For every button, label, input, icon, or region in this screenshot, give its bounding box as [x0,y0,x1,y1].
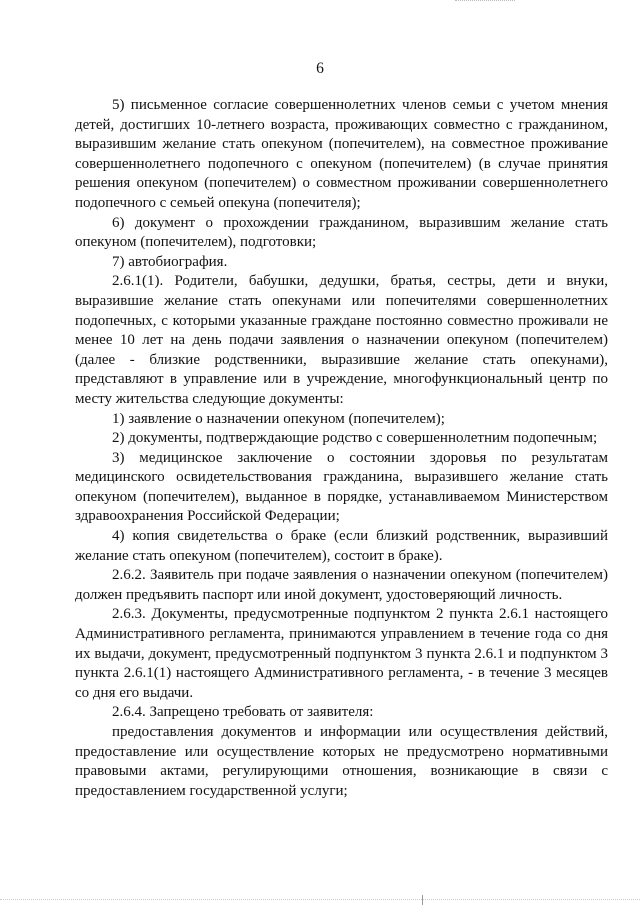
paragraph: 2.6.4. Запрещено требовать от заявителя: [112,704,374,721]
scan-artifact-top [455,0,515,3]
paragraph: 1) заявление о назначении опекуном (попечителем); [112,410,445,427]
paragraph: 7) автобиография. [112,253,228,270]
paragraph: предоставления документов и информации или осуществления действий, предоставление или осуществление которых не предусмотрено нормативными правовыми актами, регулирующими отношения, возникающие в связи с предоставлением государственной услуги; [75,724,608,799]
page-number: 6 [316,60,324,77]
paragraph: 5) письменное согласие совершеннолетних членов семьи с учетом мнения детей, достигших 10-летнего возраста, проживающих совместно с гражданином, выразившим желание стать опекуном (попечителем), на совместное проживание совершеннолетнего подопечного с опекуном (попечителем) (в случае принятия решения опекуном (попечителем) о совместном проживании совершеннолетнего подопечного с семьей опекуна (попечителя); [75,97,608,211]
paragraph: 2.6.2. Заявитель при подаче заявления о назначении опекуном (попечителем) должен предъявить паспорт или иной документ, удостоверяющий личность. [75,567,608,603]
paragraph: 2.6.3. Документы, предусмотренные подпунктом 2 пункта 2.6.1 настоящего Административного регламента, принимаются управлением в течение года со дня их выдачи, документ, предусмотренный подпунктом 3 пункта 2.6.1 и подпунктом 3 пункта 2.6.1(1) настоящего Административного регламента, - в течение 3 месяцев со дня его выдачи. [75,606,608,701]
scan-artifact-bottom [0,899,640,901]
paragraph: 3) медицинское заключение о состоянии здоровья по результатам медицинского освидетельствования гражданина, выразившего желание стать опекуном (попечителем), выданное в порядке, устанавливаемом Министерством здравоохранения Российской Федерации; [75,449,608,525]
document-body [75,96,608,801]
paragraph: 4) копия свидетельства о браке (если близкий родственник, выразивший желание стать опекуном (попечителем), состоит в браке). [75,528,608,564]
paragraph: 6) документ о прохождении гражданином, выразившим желание стать опекуном (попечителем), подготовки; [75,214,608,251]
paragraph: 2) документы, подтверждающие родство с совершеннолетним подопечным; [112,430,598,447]
paragraph: 2.6.1(1). Родители, бабушки, дедушки, братья, сестры, дети и внуки, выразившие желание стать опекунами или попечителями совершеннолетних подопечных, с которыми указанные граждане постоянно совместно проживали не менее 10 лет на день подачи заявления о назначении опекуном (попечителем) (далее - близкие родственники, выразившие желание стать опекунами), представляют в управление или в учреждение, многофункциональный центр по месту жительства следующие документы: [75,273,608,407]
scan-artifact-tick [422,895,423,905]
